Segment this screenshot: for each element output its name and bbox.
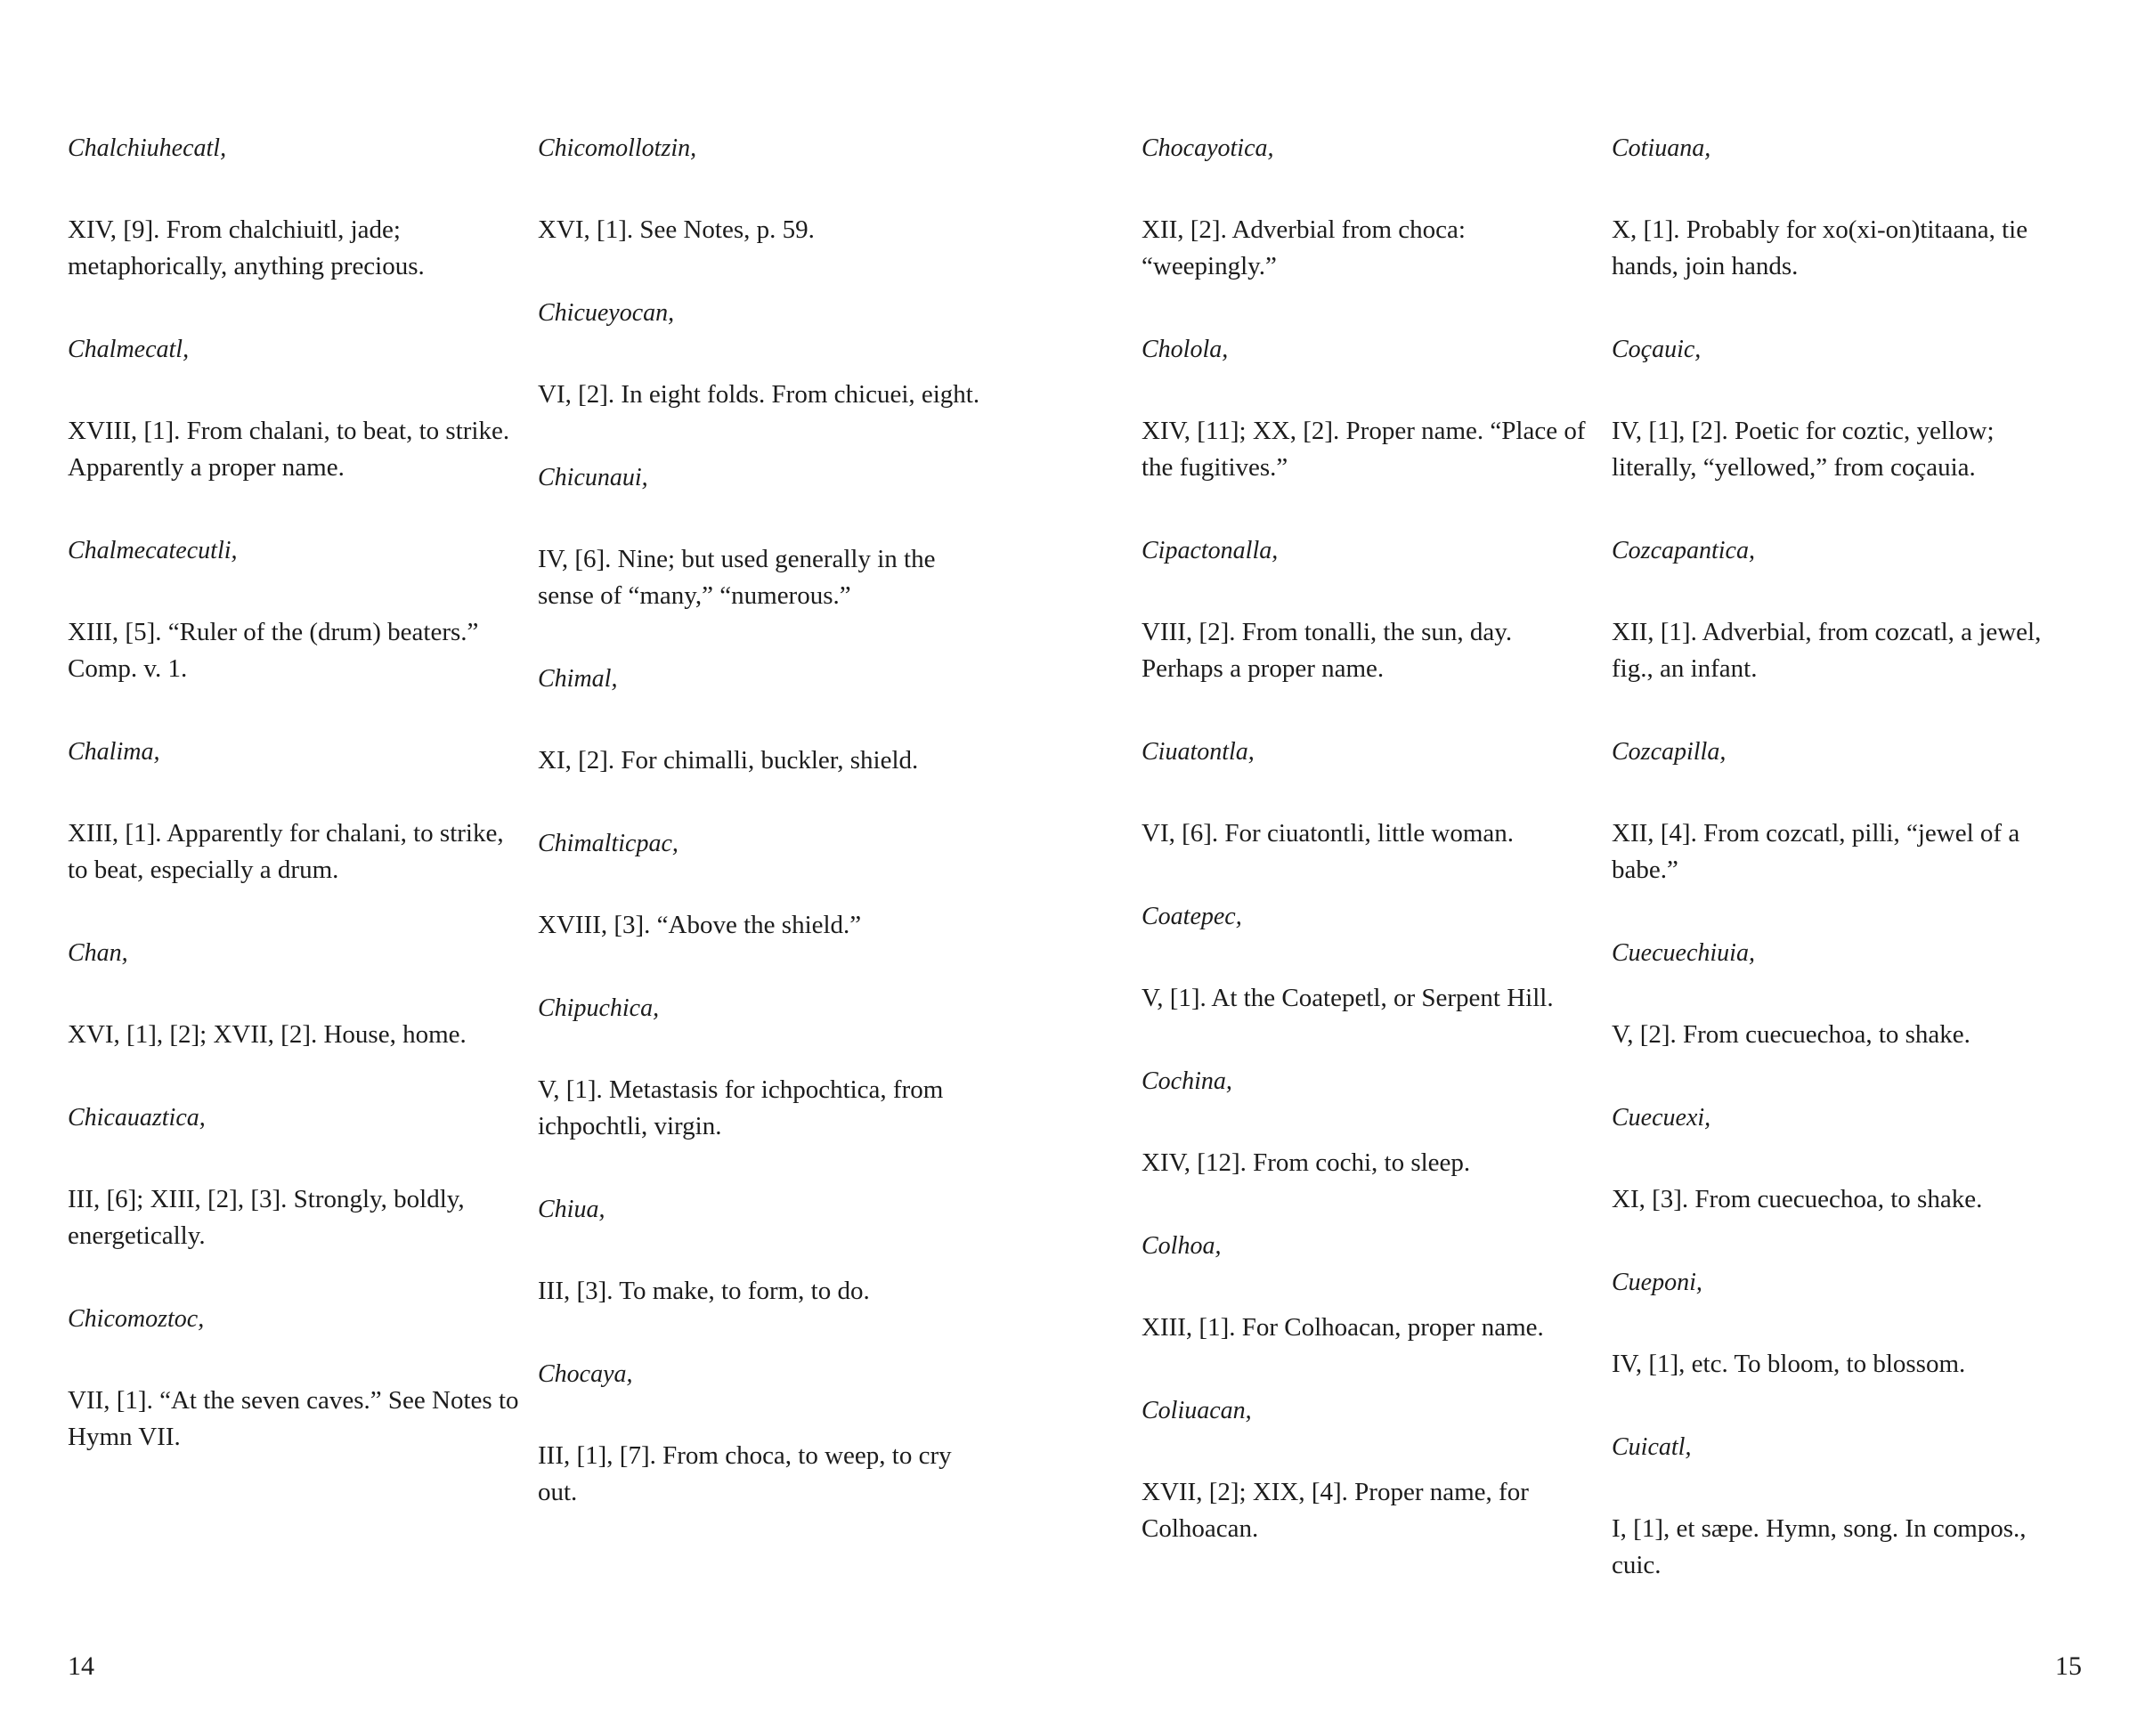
entry-definition: IV, [6]. Nine; but used generally in the sense of “many,” “numerous.” — [538, 545, 936, 610]
entry-term: Coliuacan, — [1142, 1397, 1252, 1424]
entry-definition: XII, [4]. From cozcatl, pilli, “jewel of a babe.” — [1612, 819, 2020, 884]
glossary-entry — [1612, 1099, 2066, 1218]
entry-definition: XVIII, [3]. “Above the shield.” — [538, 911, 862, 939]
entry-definition: XIII, [5]. “Ruler of the (drum) beaters.” Comp. v. 1. — [68, 618, 479, 683]
entry-term: Cholola, — [1142, 336, 1229, 363]
entry-definition: VI, [6]. For ciuatontli, little woman. — [1142, 819, 1515, 848]
entry-term: Cozcapantica, — [1612, 537, 1755, 564]
glossary-entry — [1612, 331, 2066, 486]
glossary-entry — [538, 990, 992, 1145]
glossary-entry — [68, 935, 522, 1053]
entry-term: Chimal, — [538, 665, 618, 693]
glossary-entry — [68, 532, 522, 687]
entry-term: Chalmecatecutli, — [68, 537, 238, 564]
entry-definition: XIV, [9]. From chalchiuitl, jade; metaphorically, anything precious. — [68, 215, 425, 280]
entry-term: Cotiuana, — [1612, 134, 1711, 162]
entry-definition: V, [1]. Metastasis for ichpochtica, from ichpochtli, virgin. — [538, 1075, 944, 1140]
entry-definition: X, [1]. Probably for xo(xi-on)titaana, tie hands, join hands. — [1612, 215, 2028, 280]
glossary-entry — [68, 734, 522, 888]
entry-definition: XII, [1]. Adverbial, from cozcatl, a jewel, fig., an infant. — [1612, 618, 2042, 683]
glossary-entry — [68, 331, 522, 486]
entry-term: Coçauic, — [1612, 336, 1702, 363]
glossary-entry — [1142, 1063, 1596, 1181]
glossary-entry — [1612, 1429, 2066, 1584]
glossary-entry — [538, 1191, 992, 1310]
glossary-entry — [538, 459, 992, 614]
entry-term: Chicomoztoc, — [68, 1305, 205, 1333]
entry-definition: XVII, [2]; XIX, [4]. Proper name, for Colhoacan. — [1142, 1478, 1529, 1543]
glossary-entry — [538, 295, 992, 413]
entry-term: Cozcapilla, — [1612, 738, 1727, 766]
entry-definition: V, [1]. At the Coatepetl, or Serpent Hill. — [1142, 984, 1554, 1012]
glossary-entry — [1612, 1264, 2066, 1383]
entry-definition: XIII, [1]. Apparently for chalani, to strike, to beat, especially a drum. — [68, 819, 504, 884]
entry-term: Chalchiuhecatl, — [68, 134, 227, 162]
entry-definition: III, [3]. To make, to form, to do. — [538, 1277, 870, 1305]
entry-definition: VI, [2]. In eight folds. From chicuei, eight. — [538, 380, 980, 409]
entry-definition: XVI, [1]. See Notes, p. 59. — [538, 215, 815, 244]
entry-term: Cuecuexi, — [1612, 1104, 1711, 1132]
glossary-column-2 — [538, 130, 992, 1557]
entry-definition: III, [6]; XIII, [2], [3]. Strongly, boldly, energetically. — [68, 1185, 465, 1250]
entry-term: Coatepec, — [1142, 903, 1242, 930]
glossary-entry — [538, 130, 992, 248]
glossary-entry — [1612, 734, 2066, 888]
glossary-entry — [68, 1099, 522, 1254]
entry-term: Colhoa, — [1142, 1232, 1222, 1260]
glossary-entry — [1612, 935, 2066, 1053]
glossary-entry — [1142, 734, 1596, 852]
glossary-entry — [538, 661, 992, 779]
entry-term: Chalima, — [68, 738, 160, 766]
entry-definition: XI, [2]. For chimalli, buckler, shield. — [538, 746, 919, 775]
glossary-entry — [68, 130, 522, 285]
entry-term: Ciuatontla, — [1142, 738, 1255, 766]
entry-definition: VIII, [2]. From tonalli, the sun, day. Perhaps a proper name. — [1142, 618, 1513, 683]
glossary-entry — [538, 825, 992, 944]
glossary-entry — [1142, 331, 1596, 486]
glossary-entry — [1142, 1392, 1596, 1547]
glossary-entry — [1142, 1228, 1596, 1346]
entry-term: Cuecuechiuia, — [1612, 939, 1755, 967]
entry-definition: IV, [1], [2]. Poetic for coztic, yellow; literally, “yellowed,” from coçauia. — [1612, 417, 1995, 482]
entry-definition: IV, [1], etc. To bloom, to blossom. — [1612, 1350, 1966, 1378]
entry-definition: I, [1], et sæpe. Hymn, song. In compos., cuic. — [1612, 1514, 2027, 1579]
entry-term: Chiua, — [538, 1196, 605, 1223]
entry-definition: V, [2]. From cuecuechoa, to shake. — [1612, 1020, 1970, 1049]
page-number-left: 14 — [68, 1651, 94, 1681]
entry-definition: III, [1], [7]. From choca, to weep, to cry out. — [538, 1441, 952, 1506]
entry-term: Chocaya, — [538, 1360, 633, 1388]
entry-definition: XIV, [11]; XX, [2]. Proper name. “Place of the fugitives.” — [1142, 417, 1586, 482]
glossary-entry — [1142, 898, 1596, 1017]
entry-term: Chan, — [68, 939, 128, 967]
entry-definition: XVIII, [1]. From chalani, to beat, to strike. Apparently a proper name. — [68, 417, 510, 482]
entry-term: Cochina, — [1142, 1067, 1232, 1095]
glossary-column-4 — [1612, 130, 2066, 1630]
entry-term: Chimalticpac, — [538, 830, 678, 857]
entry-term: Cueponi, — [1612, 1269, 1702, 1296]
entry-term: Chicauaztica, — [68, 1104, 206, 1132]
entry-definition: XIII, [1]. For Colhoacan, proper name. — [1142, 1313, 1544, 1342]
page-number-right: 15 — [2055, 1651, 2082, 1681]
entry-definition: XII, [2]. Adverbial from choca: “weepingly.” — [1142, 215, 1466, 280]
glossary-entry — [1142, 130, 1596, 285]
entry-term: Cuicatl, — [1612, 1433, 1692, 1461]
entry-term: Chocayotica, — [1142, 134, 1274, 162]
glossary-entry — [68, 1301, 522, 1456]
glossary-entry — [1612, 532, 2066, 687]
entry-definition: XI, [3]. From cuecuechoa, to shake. — [1612, 1185, 1983, 1213]
entry-definition: VII, [1]. “At the seven caves.” See Notes to Hymn VII. — [68, 1386, 519, 1451]
entry-term: Chicomollotzin, — [538, 134, 697, 162]
entry-term: Chicunaui, — [538, 464, 648, 491]
glossary-entry — [1142, 532, 1596, 687]
glossary-column-1 — [68, 130, 522, 1502]
entry-term: Chipuchica, — [538, 994, 660, 1022]
entry-term: Chicueyocan, — [538, 299, 675, 327]
entry-term: Chalmecatl, — [68, 336, 190, 363]
entry-term: Cipactonalla, — [1142, 537, 1279, 564]
entry-definition: XIV, [12]. From cochi, to sleep. — [1142, 1148, 1471, 1177]
entry-definition: XVI, [1], [2]; XVII, [2]. House, home. — [68, 1020, 467, 1049]
glossary-column-3 — [1142, 130, 1596, 1594]
glossary-entry — [1612, 130, 2066, 285]
glossary-entry — [538, 1356, 992, 1511]
